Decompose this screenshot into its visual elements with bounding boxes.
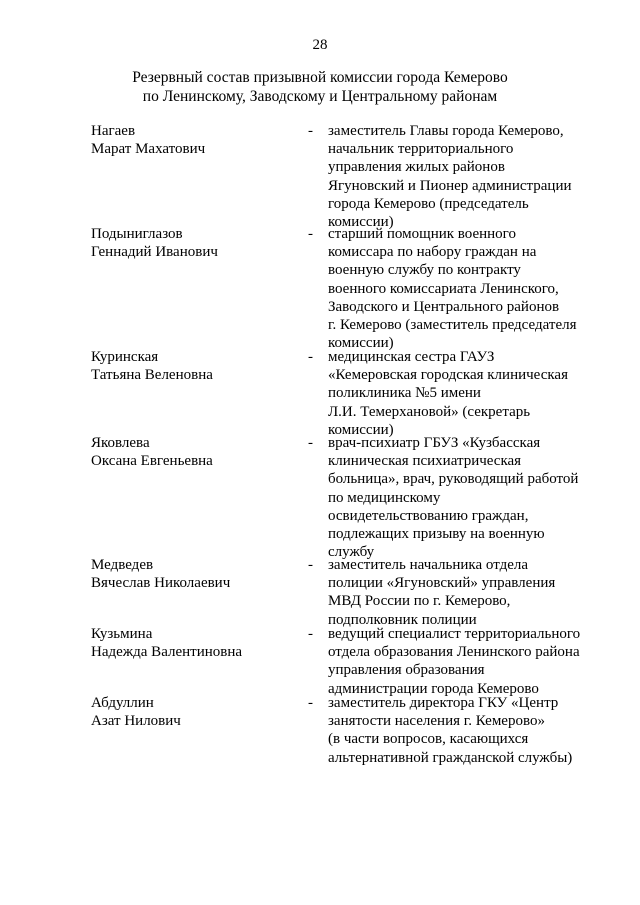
member-entry	[0, 434, 640, 561]
position-line: (в части вопросов, касающихся	[328, 731, 529, 748]
position-line: Л.И. Темерхановой» (секретарь	[328, 403, 531, 420]
member-entry	[0, 625, 640, 697]
page-number: 28	[312, 37, 328, 53]
member-list	[0, 122, 640, 770]
position-line: подлежащих призыву на военную	[328, 526, 545, 543]
member-surname: Яковлева	[91, 435, 150, 451]
member-surname: Подыниглазов	[91, 226, 183, 242]
member-name	[91, 556, 230, 592]
member-given-name: Надежда Валентиновна	[91, 644, 243, 661]
position-line: медицинская сестра ГАУЗ	[328, 349, 495, 365]
document-title	[0, 68, 640, 106]
position-line: Ягуновский и Пионер администрации	[328, 177, 572, 194]
dash-separator: -	[308, 226, 313, 242]
dash-separator: -	[308, 695, 313, 711]
dash-separator: -	[308, 123, 313, 139]
member-surname: Куринская	[91, 349, 159, 365]
position-line: заместитель Главы города Кемерово,	[328, 123, 564, 139]
position-line: администрации города Кемерово	[328, 680, 539, 697]
position-line: поликлиника №5 имени	[328, 385, 481, 402]
position-line: занятости населения г. Кемерово»	[328, 713, 545, 730]
position-line: комиссара по набору граждан на	[328, 244, 537, 261]
member-position	[328, 434, 578, 561]
dash-separator: -	[308, 626, 313, 642]
title-line-1: Резервный состав призывной комиссии города Кемерово	[132, 69, 508, 86]
member-position	[328, 348, 568, 439]
position-line: комиссии)	[328, 335, 394, 352]
position-line: врач-психиатр ГБУЗ «Кузбасская	[328, 435, 541, 451]
member-given-name: Азат Нилович	[91, 713, 181, 730]
position-line: освидетельствованию граждан,	[328, 507, 529, 524]
position-line: ведущий специалист территориального	[328, 626, 581, 642]
member-given-name: Вячеслав Николаевич	[91, 575, 231, 592]
position-line: комиссии)	[328, 214, 394, 231]
position-line: военную службу по контракту	[328, 262, 521, 279]
position-line: службу	[328, 544, 375, 561]
position-line: «Кемеровская городская клиническая	[328, 367, 568, 384]
member-name	[91, 625, 242, 661]
position-line: по медицинскому	[328, 489, 441, 506]
position-line: заместитель начальника отдела	[328, 557, 528, 573]
member-surname: Медведев	[91, 557, 154, 573]
position-line: управления образования	[328, 662, 485, 679]
member-position	[328, 122, 572, 231]
member-given-name: Татьяна Веленовна	[91, 367, 213, 384]
member-entry	[0, 122, 640, 231]
position-line: города Кемерово (председатель	[328, 195, 529, 212]
position-line: Заводского и Центрального районов	[328, 298, 560, 315]
position-line: подполковник полиции	[328, 611, 477, 628]
member-position	[328, 625, 580, 698]
dash-separator: -	[308, 349, 313, 365]
member-name	[91, 434, 213, 470]
position-line: полиции «Ягуновский» управления	[328, 575, 556, 592]
position-line: МВД России по г. Кемерово,	[328, 593, 511, 610]
member-entry	[0, 348, 640, 438]
member-entry	[0, 556, 640, 628]
member-position	[328, 694, 572, 767]
position-line: начальник территориального	[328, 141, 514, 158]
member-given-name: Марат Махатович	[91, 141, 206, 158]
position-line: г. Кемерово (заместитель председателя	[328, 317, 577, 334]
member-position	[328, 556, 555, 629]
member-surname: Абдуллин	[91, 695, 154, 711]
member-name	[91, 225, 218, 261]
dash-separator: -	[308, 435, 313, 451]
position-line: управления жилых районов	[328, 159, 505, 176]
position-line: отдела образования Ленинского района	[328, 644, 580, 661]
position-line: заместитель директора ГКУ «Центр	[328, 695, 559, 711]
title-line-2: по Ленинскому, Заводскому и Центральному районам	[142, 88, 498, 105]
member-name	[91, 122, 205, 158]
member-name	[91, 348, 213, 384]
member-name	[91, 694, 181, 730]
position-line: военного комиссариата Ленинского,	[328, 280, 559, 297]
member-given-name: Оксана Евгеньевна	[91, 453, 213, 470]
position-line: больница», врач, руководящий работой	[328, 471, 579, 488]
position-line: старший помощник военного	[328, 226, 516, 242]
position-line: клиническая психиатрическая	[328, 453, 522, 470]
position-line: комиссии)	[328, 421, 394, 438]
dash-separator: -	[308, 557, 313, 573]
member-surname: Кузьмина	[91, 626, 153, 642]
member-surname: Нагаев	[91, 123, 136, 139]
member-position	[328, 225, 576, 352]
position-line: альтернативной гражданской службы)	[328, 749, 573, 766]
member-given-name: Геннадий Иванович	[91, 244, 218, 261]
member-entry	[0, 694, 640, 770]
member-entry	[0, 225, 640, 352]
